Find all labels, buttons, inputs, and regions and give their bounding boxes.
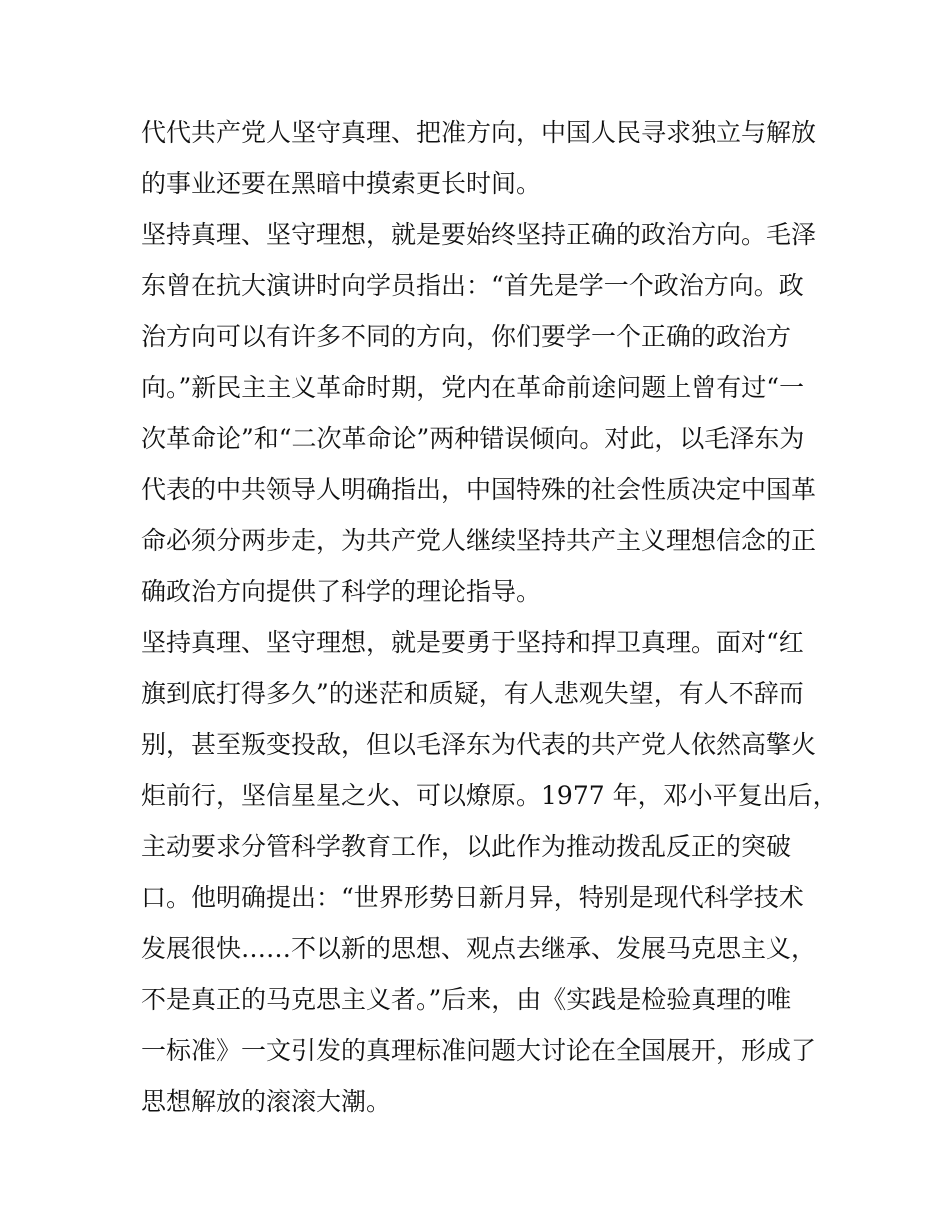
text-line: 主动要求分管科学教育工作，以此作为推动拨乱反正的突破 xyxy=(141,832,792,861)
text-line: 命必须分两步走，为共产党人继续坚持共产主义理想信念的正 xyxy=(141,526,817,555)
text-line: 发展很快……不以新的思想、观点去继承、发展马克思主义， xyxy=(141,934,817,963)
body-text xyxy=(141,107,838,1127)
text-line: 次革命论”和“二次革命论”两种错误倾向。对此，以毛泽东为 xyxy=(141,424,805,453)
text-line: 治方向可以有许多不同的方向，你们要学一个正确的政治方 xyxy=(141,322,792,351)
text-line: 坚持真理、坚守理想，就是要勇于坚持和捍卫真理。面对“红 xyxy=(141,628,804,657)
text-line: 的事业还要在黑暗中摸索更长时间。 xyxy=(141,169,542,198)
text-line: 代代共产党人坚守真理、把准方向，中国人民寻求独立与解放 xyxy=(141,118,817,147)
text-line: 坚持真理、坚守理想，就是要始终坚持正确的政治方向。毛泽 xyxy=(141,220,817,249)
text-line: 炬前行，坚信星星之火、可以燎原。1977 年，邓小平复出后， xyxy=(141,781,838,810)
text-line: 一标准》一文引发的真理标准问题大讨论在全国展开，形成了 xyxy=(141,1036,817,1065)
text-line: 别，甚至叛变投敌，但以毛泽东为代表的共产党人依然高擎火 xyxy=(141,730,817,759)
text-line: 思想解放的滚滚大潮。 xyxy=(141,1087,392,1116)
text-line: 东曾在抗大演讲时向学员指出：“首先是学一个政治方向。政 xyxy=(141,271,804,300)
text-line: 向。”新民主主义革命时期，党内在革命前途问题上曾有过“一 xyxy=(141,373,805,402)
text-line: 口。他明确提出：“世界形势日新月异，特别是现代科学技术 xyxy=(141,883,804,912)
text-line: 代表的中共领导人明确指出，中国特殊的社会性质决定中国革 xyxy=(141,475,817,504)
text-line: 旗到底打得多久”的迷茫和质疑，有人悲观失望，有人不辞而 xyxy=(141,679,804,708)
text-line: 不是真正的马克思主义者。”后来，由《实践是检验真理的唯 xyxy=(141,985,792,1014)
text-line: 确政治方向提供了科学的理论指导。 xyxy=(141,577,542,606)
